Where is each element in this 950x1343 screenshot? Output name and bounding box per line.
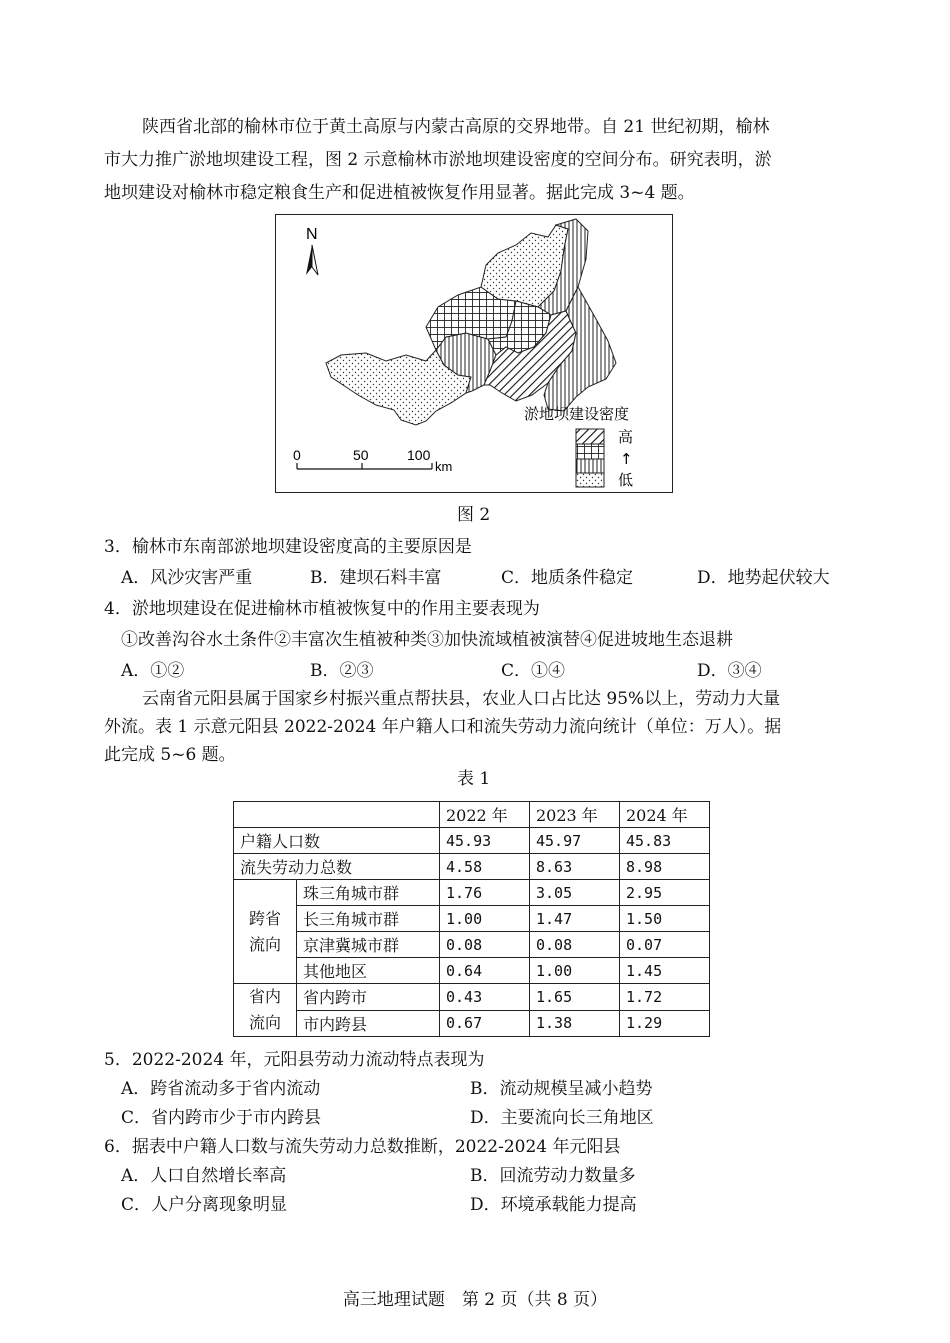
- row-label: 京津冀城市群: [297, 932, 440, 958]
- group-label-line: 流向: [248, 934, 281, 954]
- cell: 1.72: [620, 984, 710, 1011]
- group-label-line: 省内: [248, 987, 281, 1006]
- cell: 3.05: [530, 880, 620, 906]
- passage-line: 地坝建设对榆林市稳定粮食生产和促进植被恢复作用显著。据此完成 3~4 题。: [104, 183, 695, 203]
- scale-tick-100: 100: [407, 447, 431, 463]
- cell: 0.08: [440, 932, 530, 958]
- q3-stem: 3．榆林市东南部淤地坝建设密度高的主要原因是: [104, 537, 472, 557]
- cell: 45.83: [620, 828, 710, 854]
- legend-title: 淤地坝建设密度: [524, 405, 630, 423]
- cell: 1.00: [440, 906, 530, 932]
- legend-swatch-mid-high: [576, 444, 604, 459]
- cell: 2.95: [620, 880, 710, 906]
- group-label-interprovincial: [234, 880, 297, 984]
- legend-swatch-mid-low: [576, 459, 604, 473]
- cell: 45.93: [440, 828, 530, 854]
- legend-low-label: 低: [618, 471, 634, 489]
- q5-option-b: B．流动规模呈减小趋势: [470, 1079, 653, 1099]
- row-label: 市内跨县: [297, 1010, 440, 1037]
- page-footer: 高三地理试题 第 2 页（共 8 页）: [342, 1290, 608, 1310]
- cell: 0.64: [440, 958, 530, 984]
- cell: 1.50: [620, 906, 710, 932]
- row-label: 户籍人口数: [234, 828, 440, 854]
- table-caption: 表 1: [457, 769, 491, 789]
- group-label-intraprovincial: [234, 984, 297, 1037]
- q4-option-a: A．①②: [121, 661, 185, 681]
- q3-option-c: C．地质条件稳定: [501, 568, 634, 588]
- cell: 45.97: [530, 828, 620, 854]
- table-row: [234, 984, 710, 1011]
- q6-option-b: B．回流劳动力数量多: [470, 1166, 636, 1186]
- passage-line: 此完成 5~6 题。: [104, 745, 236, 765]
- passage-line: 市大力推广淤地坝建设工程，图 2 示意榆林市淤地坝建设密度的空间分布。研究表明，淤: [104, 150, 772, 170]
- scale-unit: km: [435, 459, 453, 474]
- row-label: 其他地区: [297, 958, 440, 984]
- q5-stem: 5．2022-2024 年，元阳县劳动力流动特点表现为: [104, 1050, 485, 1070]
- q6-stem: 6．据表中户籍人口数与流失劳动力总数推断，2022-2024 年元阳县: [104, 1137, 621, 1157]
- q4-statements: ①改善沟谷水土条件②丰富次生植被种类③加快流域植被演替④促进坡地生态退耕: [121, 630, 733, 650]
- cell: 1.29: [620, 1010, 710, 1037]
- passage-line: 陕西省北部的榆林市位于黄土高原与内蒙古高原的交界地带。自 21 世纪初期，榆林: [142, 117, 770, 137]
- scale-tick-0: 0: [293, 447, 301, 463]
- cell: 4.58: [440, 854, 530, 880]
- scale-bar: [297, 463, 432, 469]
- year-2024: 2024 年: [620, 802, 710, 828]
- row-label: 流失劳动力总数: [234, 854, 440, 880]
- q4-option-b: B．②③: [310, 661, 374, 681]
- year-2023: 2023 年: [530, 802, 620, 828]
- north-label: N: [306, 226, 318, 243]
- q3-option-a: A．风沙灾害严重: [121, 568, 253, 588]
- cell: 0.67: [440, 1010, 530, 1037]
- legend-swatch-low: [576, 473, 604, 487]
- q4-option-d: D．③④: [697, 661, 762, 681]
- cell: 1.47: [530, 906, 620, 932]
- q4-stem: 4．淤地坝建设在促进榆林市植被恢复中的作用主要表现为: [104, 599, 540, 619]
- row-label: 省内跨市: [297, 984, 440, 1011]
- cell: 1.00: [530, 958, 620, 984]
- table-row: [234, 828, 710, 854]
- q5-option-c: C．省内跨市少于市内跨县: [121, 1108, 322, 1128]
- table-row: [234, 880, 710, 906]
- row-label: 珠三角城市群: [297, 880, 440, 906]
- table-row: [234, 932, 710, 958]
- q5-option-a: A．跨省流动多于省内流动: [121, 1079, 321, 1099]
- row-label: 长三角城市群: [297, 906, 440, 932]
- legend-high-label: 高: [618, 428, 634, 446]
- cell: 1.45: [620, 958, 710, 984]
- table-row: [234, 906, 710, 932]
- cell: 0.43: [440, 984, 530, 1011]
- table-row: [234, 1010, 710, 1037]
- q6-option-d: D．环境承载能力提高: [470, 1195, 637, 1215]
- cell: 8.63: [530, 854, 620, 880]
- passage-line: 云南省元阳县属于国家乡村振兴重点帮扶县，农业人口占比达 95%以上，劳动力大量: [142, 689, 781, 709]
- cell: 0.08: [530, 932, 620, 958]
- cell: 1.76: [440, 880, 530, 906]
- cell: 8.98: [620, 854, 710, 880]
- q3-option-d: D．地势起伏较大: [697, 568, 830, 588]
- cell: 1.38: [530, 1010, 620, 1037]
- legend-arrow: ↑: [620, 450, 633, 468]
- legend-swatch-high: [576, 429, 604, 444]
- group-label-line: 跨省: [248, 908, 281, 928]
- group-label-line: 流向: [248, 1013, 281, 1032]
- cell: 0.07: [620, 932, 710, 958]
- q5-option-d: D．主要流向长三角地区: [470, 1108, 654, 1128]
- table-row: [234, 958, 710, 984]
- year-2022: 2022 年: [440, 802, 530, 828]
- north-arrow-icon: [306, 245, 318, 275]
- passage-line: 外流。表 1 示意元阳县 2022-2024 年户籍人口和流失劳动力流向统计（单位：万人）。据: [104, 717, 782, 737]
- migration-table: [233, 801, 710, 1037]
- q3-option-b: B．建坝石料丰富: [310, 568, 442, 588]
- table-header-row: [234, 802, 710, 828]
- figure-caption: 图 2: [457, 505, 491, 525]
- q4-option-c: C．①④: [501, 661, 566, 681]
- table-corner: [234, 802, 440, 828]
- q6-option-a: A．人口自然增长率高: [121, 1166, 287, 1186]
- table-row: [234, 854, 710, 880]
- scale-tick-50: 50: [353, 447, 369, 463]
- cell: 1.65: [530, 984, 620, 1011]
- q6-option-c: C．人户分离现象明显: [121, 1195, 288, 1215]
- figure-map: [275, 214, 673, 493]
- map-svg: [276, 215, 672, 492]
